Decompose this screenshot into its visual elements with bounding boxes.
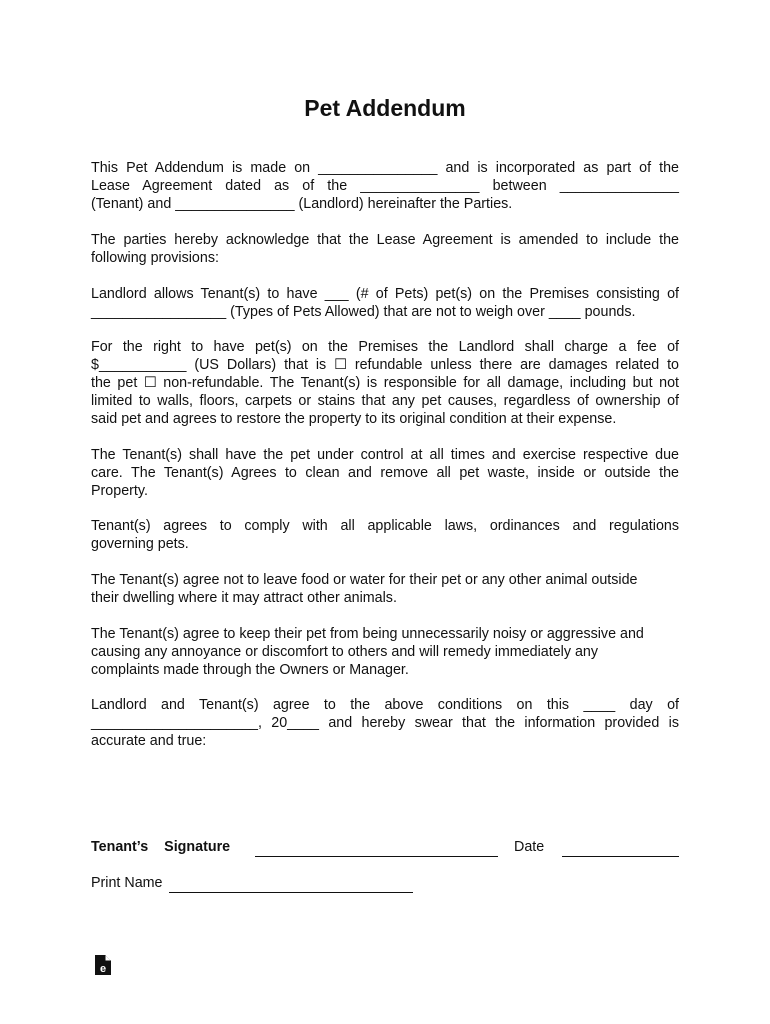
paragraph-line: (Tenant) and _______________ (Landlord) hereinafter the Parties. [91, 196, 513, 212]
paragraph-line: causing any annoyance or discomfort to others and will remedy immediately any [91, 644, 598, 660]
paragraph-line: Landlord allows Tenant(s) to have ___ (# of Pets) pet(s) on the Premises consisting of [91, 286, 679, 302]
date-field[interactable] [562, 839, 679, 857]
tenant-signature-row [91, 839, 679, 859]
paragraph-line: Landlord and Tenant(s) agree to the above conditions on this ____ day of [91, 697, 679, 713]
tenant-signature-label: Tenant’s Signature [91, 839, 231, 855]
paragraph-agreement [91, 696, 679, 750]
paragraph-acknowledge [91, 231, 679, 267]
paragraph-food [91, 571, 679, 607]
print-name-field[interactable] [169, 875, 413, 893]
paragraph-line: $___________ (US Dollars) that is ☐ refundable unless there are damages related to [91, 357, 679, 373]
paragraph-pets-allowed [91, 285, 679, 321]
paragraph-line: accurate and true: [91, 733, 207, 749]
paragraph-intro [91, 159, 679, 213]
print-name-label: Print Name [91, 875, 163, 891]
paragraph-line: _____________________, 20____ and hereby swear that the information provided is [91, 715, 679, 731]
paragraph-line: The Tenant(s) shall have the pet under control at all times and exercise respective due [91, 447, 679, 463]
paragraph-line: limited to walls, floors, carpets or stains that any pet causes, regardless of ownership of [91, 393, 679, 409]
paragraph-line: Tenant(s) agrees to comply with all applicable laws, ordinances and regulations [91, 518, 679, 534]
paragraph-line: said pet and agrees to restore the property to its original condition at their expense. [91, 411, 617, 427]
document-title: Pet Addendum [304, 95, 466, 121]
paragraph-line: the pet ☐ non-refundable. The Tenant(s) is responsible for all damage, including but not [91, 375, 679, 391]
paragraph-line: The parties hereby acknowledge that the Lease Agreement is amended to include the [91, 232, 679, 248]
paragraph-line: following provisions: [91, 250, 219, 266]
paragraph-line: care. The Tenant(s) Agrees to clean and remove all pet waste, inside or outside the [91, 465, 679, 481]
paragraph-line: This Pet Addendum is made on _______________ and is incorporated as part of the [91, 160, 679, 176]
paragraph-line: The Tenant(s) agree to keep their pet from being unnecessarily noisy or aggressive and [91, 626, 644, 642]
paragraph-line: _________________ (Types of Pets Allowed) that are not to weigh over ____ pounds. [91, 304, 636, 320]
paragraph-control [91, 446, 679, 500]
svg-text:e: e [99, 963, 107, 975]
date-label: Date [514, 839, 545, 855]
paragraph-line: complaints made through the Owners or Manager. [91, 662, 409, 678]
paragraph-line: Property. [91, 483, 148, 499]
tenant-signature-field[interactable] [255, 839, 498, 857]
paragraph-laws [91, 517, 679, 553]
paragraph-line: For the right to have pet(s) on the Premises the Landlord shall charge a fee of [91, 339, 679, 355]
print-name-row [91, 875, 679, 895]
paragraph-noise [91, 625, 679, 679]
paragraph-line: Lease Agreement dated as of the _______________ between _______________ [91, 178, 679, 194]
paragraph-line: The Tenant(s) agree not to leave food or water for their pet or any other animal outside [91, 572, 638, 588]
paragraph-line: governing pets. [91, 536, 189, 552]
eforms-logo-icon [94, 952, 112, 976]
paragraph-line: their dwelling where it may attract other animals. [91, 590, 397, 606]
paragraph-fee [91, 338, 679, 428]
